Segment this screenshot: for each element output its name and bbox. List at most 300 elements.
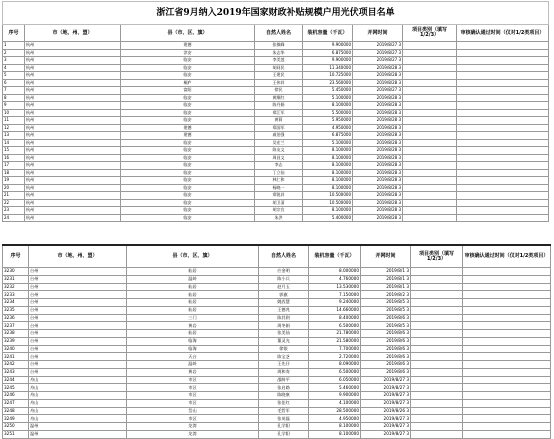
cell-city: 台州 (29, 337, 127, 345)
cell-capacity: 10.500000 (303, 192, 353, 200)
cell-seq: 20 (3, 184, 25, 192)
cell-grid-time: 2019/8/5 3 (361, 299, 411, 307)
cell-review-time (457, 87, 549, 95)
cell-review-time (463, 330, 551, 338)
cell-seq: 3248 (3, 407, 29, 415)
cell-capacity: 8.100000 (309, 430, 361, 438)
cell-county: 建德 (121, 124, 255, 132)
cell-review-time (463, 337, 551, 345)
cell-capacity: 8.100000 (303, 162, 353, 170)
cell-seq: 3242 (3, 361, 29, 369)
cell-capacity: 5.100000 (303, 139, 353, 147)
cell-county: 临安 (121, 192, 255, 200)
cell-seq: 3238 (3, 330, 29, 338)
cell-name: 张美仙 (259, 330, 309, 338)
cell-category (411, 283, 463, 291)
header-grid-time: 并网时间 (361, 245, 411, 268)
table-row (3, 361, 551, 369)
bottom-table-body (3, 268, 551, 439)
cell-seq: 3250 (3, 423, 29, 431)
cell-seq: 3230 (3, 268, 29, 276)
cell-capacity: 11.340000 (303, 64, 353, 72)
cell-capacity: 8.000000 (309, 268, 361, 276)
cell-grid-time: 2019/8/28 3 (353, 132, 403, 140)
cell-capacity: 8.100000 (303, 177, 353, 185)
cell-city: 台州 (29, 268, 127, 276)
cell-seq: 14 (3, 139, 25, 147)
cell-grid-time: 2019/8/6 3 (361, 337, 411, 345)
cell-review-time (457, 64, 549, 72)
cell-county: 三门 (127, 314, 259, 322)
cell-review-time (457, 49, 549, 57)
cell-category (411, 430, 463, 438)
cell-capacity: 2.720000 (309, 353, 361, 361)
cell-grid-time: 2019/8/1 3 (361, 283, 411, 291)
cell-city: 台州 (29, 275, 127, 283)
cell-city: 温州 (29, 423, 127, 431)
header-name: 自然人姓名 (259, 245, 309, 268)
cell-grid-time: 2019/8/28 3 (353, 117, 403, 125)
cell-grid-time: 2019/8/28 3 (353, 147, 403, 155)
cell-name: 胡宗宣 (255, 207, 303, 215)
cell-capacity: 13.530000 (309, 283, 361, 291)
cell-seq: 2 (3, 49, 25, 57)
cell-category (411, 399, 463, 407)
cell-county: 市区 (127, 376, 259, 384)
table-row (3, 94, 549, 102)
cell-seq: 23 (3, 207, 25, 215)
cell-county: 淳安 (121, 49, 255, 57)
cell-capacity: 21.580000 (309, 337, 361, 345)
cell-name: 周昌文 (255, 154, 303, 162)
cell-category (411, 353, 463, 361)
cell-review-time (463, 268, 551, 276)
cell-name: 陈晓康 (259, 392, 309, 400)
cell-name: 郑国军 (255, 124, 303, 132)
table-row (3, 337, 551, 345)
cell-name: 周冬娟 (259, 322, 309, 330)
table-row (3, 132, 549, 140)
cell-county: 临安 (121, 139, 255, 147)
cell-grid-time: 2019/8/28 3 (353, 184, 403, 192)
cell-county: 黄岩 (127, 368, 259, 376)
cell-grid-time: 2019/8/6 3 (361, 368, 411, 376)
cell-category (403, 64, 457, 72)
cell-capacity: 8.100000 (303, 207, 353, 215)
cell-category (403, 109, 457, 117)
cell-review-time (457, 169, 549, 177)
cell-name: 林仁和 (255, 177, 303, 185)
cell-seq: 3239 (3, 337, 29, 345)
cell-category (411, 392, 463, 400)
header-review-time: 审核确认通过时间（仅对1/2类项目） (457, 25, 549, 42)
cell-county: 岱山 (127, 407, 259, 415)
cell-capacity: 6.875000 (303, 132, 353, 140)
header-seq: 序号 (3, 245, 29, 268)
table-row (3, 368, 551, 376)
cell-county: 临安 (121, 72, 255, 80)
cell-county: 建德 (121, 42, 255, 50)
cell-name: 赵月玉 (259, 283, 309, 291)
cell-capacity: 8.100000 (309, 423, 361, 431)
cell-seq: 24 (3, 214, 25, 222)
cell-city: 杭州 (25, 49, 121, 57)
table-row (3, 117, 549, 125)
cell-name: 丁立仙 (255, 169, 303, 177)
table-row (3, 314, 551, 322)
cell-category (411, 423, 463, 431)
cell-category (403, 94, 457, 102)
cell-county: 天台 (127, 353, 259, 361)
cell-name: 郭旗 (259, 291, 309, 299)
table-row (3, 376, 551, 384)
cell-grid-time: 2019/8/27 3 (361, 415, 411, 423)
cell-grid-time: 2019/8/28 3 (353, 177, 403, 185)
header-category: 项目类别（填写1/2/3） (411, 245, 463, 268)
cell-capacity: 7.700000 (309, 345, 361, 353)
cell-seq: 17 (3, 162, 25, 170)
cell-county: 仙居 (127, 291, 259, 299)
cell-seq: 10 (3, 109, 25, 117)
cell-name: 毛哲军 (259, 407, 309, 415)
table-row (3, 306, 551, 314)
cell-county: 临安 (121, 147, 255, 155)
cell-category (403, 139, 457, 147)
table-row (3, 147, 549, 155)
cell-grid-time: 2019/8/27 3 (353, 42, 403, 50)
table-row (3, 79, 549, 87)
cell-category (403, 72, 457, 80)
cell-category (411, 268, 463, 276)
cell-review-time (457, 199, 549, 207)
cell-county: 建德 (121, 132, 255, 140)
cell-grid-time: 2019/8/28 3 (353, 109, 403, 117)
cell-name: 张佳红 (259, 399, 309, 407)
cell-name: 胡同民 (255, 64, 303, 72)
bottom-sheet-table (2, 244, 551, 439)
cell-city: 杭州 (25, 184, 121, 192)
cell-grid-time: 2019/8/28 3 (353, 102, 403, 110)
cell-review-time (463, 299, 551, 307)
cell-city: 台州 (29, 345, 127, 353)
cell-review-time (463, 283, 551, 291)
cell-grid-time: 2019/8/27 3 (353, 57, 403, 65)
cell-name: 董灵光 (259, 337, 309, 345)
cell-review-time (463, 430, 551, 438)
cell-grid-time: 2019/8/5 3 (361, 322, 411, 330)
header-city: 市（地、州、盟） (29, 245, 127, 268)
cell-review-time (463, 275, 551, 283)
cell-review-time (457, 184, 549, 192)
cell-city: 杭州 (25, 109, 121, 117)
cell-review-time (457, 57, 549, 65)
cell-category (411, 368, 463, 376)
cell-seq: 3240 (3, 345, 29, 353)
cell-seq: 22 (3, 199, 25, 207)
cell-review-time (457, 147, 549, 155)
table-row (3, 124, 549, 132)
cell-grid-time: 2019/8/28 3 (353, 79, 403, 87)
cell-capacity: 6.050000 (309, 376, 361, 384)
cell-seq: 3243 (3, 368, 29, 376)
table-row (3, 102, 549, 110)
cell-category (411, 322, 463, 330)
cell-review-time (457, 132, 549, 140)
cell-review-time (463, 314, 551, 322)
table-row (3, 322, 551, 330)
table-row (3, 275, 551, 283)
cell-county: 龙湾 (127, 423, 259, 431)
cell-grid-time: 2019/8/5 3 (361, 306, 411, 314)
table-row (3, 407, 551, 415)
cell-name: 陈丹娟 (255, 102, 303, 110)
cell-county: 临安 (121, 207, 255, 215)
cell-name: 姚西慧 (259, 299, 309, 307)
cell-category (403, 162, 457, 170)
cell-capacity: 5.400000 (303, 214, 353, 222)
cell-category (403, 207, 457, 215)
cell-grid-time: 2019/8/28 3 (353, 199, 403, 207)
cell-review-time (463, 399, 551, 407)
cell-review-time (463, 407, 551, 415)
header-city: 市（地、州、盟） (25, 25, 121, 42)
cell-county: 温岭 (127, 275, 259, 283)
cell-category (403, 132, 457, 140)
cell-county: 临安 (121, 102, 255, 110)
cell-city: 杭州 (25, 214, 121, 222)
table-row (3, 109, 549, 117)
cell-category (403, 42, 457, 50)
cell-category (403, 57, 457, 65)
cell-city: 杭州 (25, 72, 121, 80)
cell-category (411, 337, 463, 345)
cell-grid-time: 2019/8/28 3 (353, 162, 403, 170)
table-row (3, 177, 549, 185)
cell-name: 应金明 (259, 268, 309, 276)
cell-grid-time: 2019/8/27 3 (361, 392, 411, 400)
cell-seq: 18 (3, 169, 25, 177)
cell-county: 龙湾 (127, 430, 259, 438)
cell-city: 台州 (29, 361, 127, 369)
cell-city: 杭州 (25, 177, 121, 185)
cell-category (411, 275, 463, 283)
cell-city: 杭州 (25, 154, 121, 162)
cell-capacity: 4.950000 (309, 415, 361, 423)
cell-seq: 3251 (3, 430, 29, 438)
cell-capacity: 9.240000 (309, 299, 361, 307)
cell-seq: 3236 (3, 314, 29, 322)
cell-city: 杭州 (25, 42, 121, 50)
cell-seq: 3245 (3, 384, 29, 392)
cell-category (411, 361, 463, 369)
cell-category (403, 49, 457, 57)
cell-capacity: 9.900000 (303, 57, 353, 65)
cell-grid-time: 2019/8/2 3 (361, 291, 411, 299)
cell-county: 临安 (121, 177, 255, 185)
cell-capacity: 14.660000 (309, 306, 361, 314)
cell-capacity: 7.150000 (309, 291, 361, 299)
table-row (3, 384, 551, 392)
cell-county: 温岭 (127, 361, 259, 369)
cell-county: 临海 (127, 345, 259, 353)
cell-county: 黄岩 (127, 322, 259, 330)
cell-category (411, 345, 463, 353)
cell-grid-time: 2019/8/28 3 (353, 207, 403, 215)
cell-seq: 3235 (3, 306, 29, 314)
cell-review-time (463, 368, 551, 376)
cell-city: 舟山 (29, 399, 127, 407)
cell-category (411, 291, 463, 299)
cell-review-time (463, 376, 551, 384)
cell-grid-time: 2019/8/28 3 (353, 214, 403, 222)
header-county: 县（市、区、旗） (127, 245, 259, 268)
cell-capacity: 21.780000 (309, 330, 361, 338)
cell-county: 临安 (121, 162, 255, 170)
cell-category (411, 314, 463, 322)
page-title: 浙江省9月纳入2019年国家财政补贴规模户用光伏项目名单 (3, 2, 549, 25)
cell-name: 陈友文 (255, 147, 303, 155)
cell-city: 杭州 (25, 57, 121, 65)
cell-grid-time: 2019/8/6 3 (361, 345, 411, 353)
cell-county: 临安 (121, 117, 255, 125)
cell-name: 王建民 (255, 72, 303, 80)
cell-city: 杭州 (25, 79, 121, 87)
cell-grid-time: 2019/8/6 3 (361, 330, 411, 338)
cell-city: 台州 (29, 330, 127, 338)
cell-capacity: 9.900000 (303, 42, 353, 50)
cell-city: 舟山 (29, 376, 127, 384)
cell-county: 临安 (121, 169, 255, 177)
cell-city: 台州 (29, 306, 127, 314)
cell-county: 临安 (121, 199, 255, 207)
cell-capacity: 28.500000 (309, 407, 361, 415)
cell-city: 杭州 (25, 117, 121, 125)
cell-grid-time: 2019/8/1 3 (361, 268, 411, 276)
cell-county: 市区 (127, 415, 259, 423)
cell-city: 台州 (29, 283, 127, 291)
cell-city: 杭州 (25, 94, 121, 102)
cell-capacity: 8.400000 (309, 314, 361, 322)
cell-grid-time: 2019/8/28 3 (353, 64, 403, 72)
cell-name: 黄顺红 (255, 94, 303, 102)
cell-capacity: 8.100000 (303, 102, 353, 110)
cell-review-time (457, 79, 549, 87)
cell-review-time (457, 162, 549, 170)
cell-name: 张英磊 (259, 415, 309, 423)
cell-category (411, 330, 463, 338)
cell-capacity: 10.725000 (303, 72, 353, 80)
cell-review-time (457, 124, 549, 132)
cell-category (403, 87, 457, 95)
cell-review-time (457, 117, 549, 125)
cell-county: 市区 (127, 399, 259, 407)
cell-seq: 12 (3, 124, 25, 132)
cell-review-time (463, 423, 551, 431)
cell-category (403, 154, 457, 162)
header-capacity: 装机容量（千瓦） (309, 245, 361, 268)
cell-capacity: 6.500000 (309, 322, 361, 330)
table-row (3, 87, 549, 95)
cell-county: 临安 (121, 109, 255, 117)
cell-capacity: 8.100000 (303, 154, 353, 162)
cell-seq: 13 (3, 132, 25, 140)
table-row (3, 430, 551, 438)
cell-review-time (457, 207, 549, 215)
table-row (3, 291, 551, 299)
cell-name: 吴宏兰 (255, 139, 303, 147)
cell-county: 仙居 (127, 268, 259, 276)
cell-city: 杭州 (25, 162, 121, 170)
cell-county: 临安 (121, 154, 255, 162)
cell-review-time (457, 177, 549, 185)
cell-name: 孔学阳 (259, 430, 309, 438)
cell-name: 王德兆 (259, 306, 309, 314)
cell-review-time (463, 353, 551, 361)
cell-review-time (457, 139, 549, 147)
cell-review-time (457, 102, 549, 110)
header-name: 自然人姓名 (255, 25, 303, 42)
cell-city: 杭州 (25, 124, 121, 132)
cell-seq: 15 (3, 147, 25, 155)
cell-category (411, 376, 463, 384)
cell-grid-time: 2019/8/6 3 (361, 361, 411, 369)
cell-county: 市区 (127, 384, 259, 392)
cell-city: 杭州 (25, 139, 121, 147)
table-row (3, 139, 549, 147)
cell-capacity: 4.950000 (303, 124, 353, 132)
cell-capacity: 9.900000 (309, 392, 361, 400)
cell-city: 舟山 (29, 407, 127, 415)
cell-city: 台州 (29, 368, 127, 376)
cell-name: 胡卫清 (255, 199, 303, 207)
cell-capacity: 5.450000 (303, 87, 353, 95)
header-category: 项目类别（填写1/2/3） (403, 25, 457, 42)
cell-name: 王先仔 (259, 361, 309, 369)
cell-name: 徐银 (259, 345, 309, 353)
cell-category (403, 184, 457, 192)
cell-review-time (457, 192, 549, 200)
cell-name: 邵鲜平 (259, 376, 309, 384)
cell-capacity: 8.100000 (303, 147, 353, 155)
cell-grid-time: 2019/8/27 3 (353, 49, 403, 57)
table-row (3, 330, 551, 338)
cell-capacity: 4.100000 (309, 399, 361, 407)
cell-grid-time: 2019/8/28 3 (353, 154, 403, 162)
cell-review-time (457, 72, 549, 80)
cell-county: 临安 (121, 94, 255, 102)
cell-city: 台州 (29, 291, 127, 299)
cell-review-time (463, 384, 551, 392)
table-row (3, 345, 551, 353)
cell-capacity: 8.100000 (303, 184, 353, 192)
cell-county: 仙居 (127, 330, 259, 338)
cell-capacity: 6.875000 (303, 49, 353, 57)
cell-name: 陈宝芝 (259, 353, 309, 361)
cell-grid-time: 2019/8/28 3 (353, 124, 403, 132)
cell-category (411, 384, 463, 392)
cell-county: 临安 (121, 184, 255, 192)
table-row (3, 299, 551, 307)
table-row (3, 49, 549, 57)
cell-grid-time: 2019/8/28 3 (353, 139, 403, 147)
cell-city: 杭州 (25, 199, 121, 207)
cell-name: 徐民 (255, 87, 303, 95)
cell-grid-time: 2019/8/27 3 (361, 399, 411, 407)
cell-grid-time: 2019/8/1 3 (361, 275, 411, 283)
cell-capacity: 5.950000 (303, 117, 353, 125)
cell-seq: 11 (3, 117, 25, 125)
cell-grid-time: 2019/8/28 3 (353, 192, 403, 200)
